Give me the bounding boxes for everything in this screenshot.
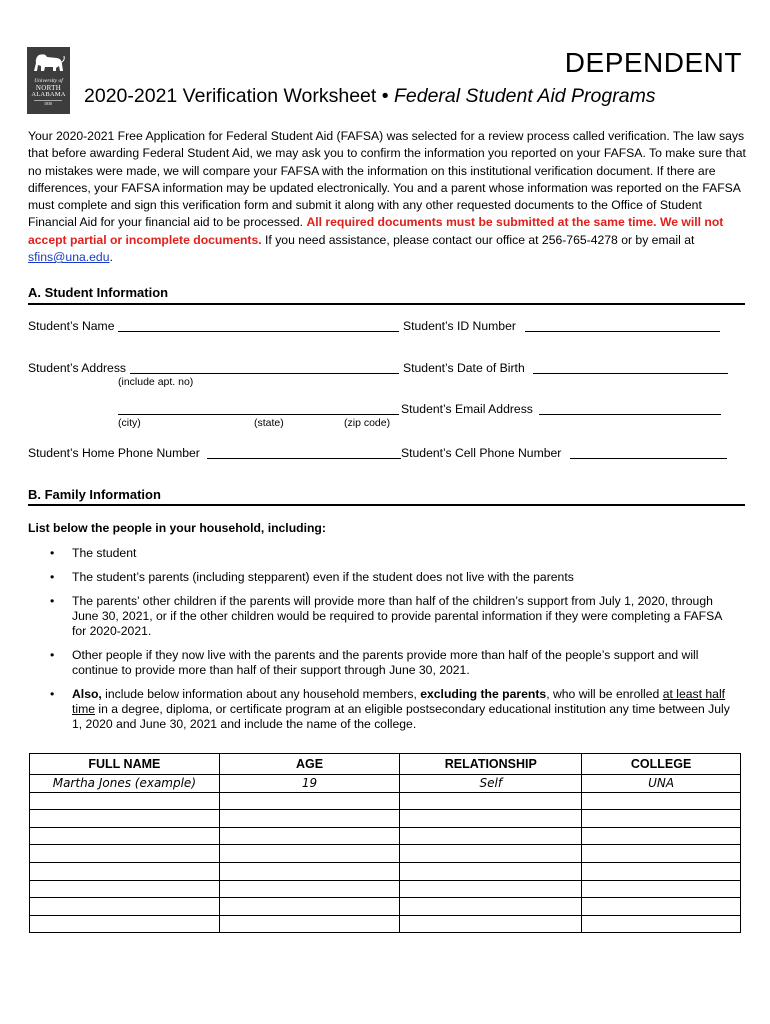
age-cell[interactable] bbox=[219, 827, 400, 845]
section-a-title: A. Student Information bbox=[28, 285, 169, 300]
logo-university-of: University of bbox=[34, 78, 63, 84]
student-id-label: Student’s ID Number bbox=[403, 319, 516, 333]
bullet-also-text3: in a degree, diploma, or certificate program at an eligible postsecondary educational institution any time between July 1, 2020 and June 30, 2021 and include the name of the college. bbox=[72, 702, 730, 731]
bullet-also: Also, bbox=[72, 687, 102, 701]
college-cell[interactable] bbox=[582, 827, 741, 845]
col-age: AGE bbox=[219, 754, 400, 775]
age-cell[interactable] bbox=[219, 862, 400, 880]
relationship-cell[interactable] bbox=[400, 845, 582, 863]
list-item: • The parents’ other children if the parents will provide more than half of the children’s support from July 1, 2020, through June 30, 2021, or if the other children would be required to provide parental information if they were completing a FAFSA for 2020-2021. bbox=[50, 594, 722, 638]
college-cell[interactable] bbox=[582, 898, 741, 916]
table-row[interactable] bbox=[30, 792, 741, 810]
example-name: Martha Jones (example) bbox=[30, 775, 220, 793]
bullet-half-time: at least half time bbox=[72, 687, 726, 716]
bullet-also-text2: , who will be enrolled bbox=[546, 687, 663, 701]
bullet-excluding: excluding the parents bbox=[420, 687, 547, 701]
name-cell[interactable] bbox=[30, 898, 220, 916]
bullet-parents: The student’s parents (including stepparent) even if the student does not live with the parents bbox=[72, 570, 574, 584]
dependent-heading: DEPENDENT bbox=[564, 47, 742, 78]
name-cell[interactable] bbox=[30, 915, 220, 933]
table-row[interactable] bbox=[30, 827, 741, 845]
bullet-other-people: Other people if they now live with the parents and the parents provide more than half of the people’s support and will continue to provide more than half of their support through June 30, 2021. bbox=[72, 648, 699, 677]
table-row[interactable] bbox=[30, 880, 741, 898]
table-row[interactable] bbox=[30, 845, 741, 863]
household-list bbox=[28, 546, 738, 741]
college-cell[interactable] bbox=[582, 845, 741, 863]
name-cell[interactable] bbox=[30, 827, 220, 845]
age-cell[interactable] bbox=[219, 898, 400, 916]
relationship-cell[interactable] bbox=[400, 827, 582, 845]
table-row[interactable] bbox=[30, 915, 741, 933]
bullet-other-children: The parents’ other children if the parents will provide more than half of the children’s support from July 1, 2020, through June 30, 2021, or if the other children would be required to provide parental information if they were completing a FAFSA for 2020-2021. bbox=[72, 594, 722, 638]
table-row[interactable] bbox=[30, 862, 741, 880]
student-name-field[interactable] bbox=[118, 319, 399, 332]
page-title bbox=[84, 85, 656, 108]
relationship-cell[interactable] bbox=[400, 862, 582, 880]
student-address-field[interactable] bbox=[130, 361, 399, 374]
intro-text: Your 2020-2021 Free Application for Federal Student Aid (FAFSA) was selected for a review process called verification. The law says that before awarding Federal Student Aid, we may ask you to confirm the information you reported on your FAFSA. To make sure that no mistakes were made, we will compare your FAFSA with the information on this institutional verification document. If there are differences, your FAFSA information may be updated electronically. You and a parent whose information was reported on the FAFSA must complete and sign this verification form and submit it along with any other requested documents to the Office of Student Financial Aid for your financial aid to be processed. bbox=[28, 129, 746, 230]
section-b-title: B. Family Information bbox=[28, 487, 161, 502]
student-id-field[interactable] bbox=[525, 319, 720, 332]
list-item: • The student’s parents (including stepparent) even if the student does not live with the parents bbox=[50, 570, 574, 584]
bullet-also-text1: include below information about any household members, bbox=[101, 687, 421, 701]
logo-established: 1830 bbox=[34, 100, 62, 106]
list-item: • Also, include below information about any household members, excluding the parents, who will be enrolled at least half time in a degree, diploma, or certificate program at an eligible postsecondary educational institution any time between July 1, 2020 and June 30, 2021 and include the name of the college. bbox=[50, 687, 730, 731]
example-relationship: Self bbox=[400, 775, 582, 793]
name-cell[interactable] bbox=[30, 862, 220, 880]
relationship-cell[interactable] bbox=[400, 898, 582, 916]
state-hint: (state) bbox=[254, 417, 284, 429]
section-b-rule bbox=[28, 504, 745, 506]
logo-alabama: ALABAMA bbox=[31, 90, 66, 98]
list-item: • Other people if they now live with the parents and the parents provide more than half of the people’s support and will continue to provide more than half of their support through June 30, 2021. bbox=[50, 648, 699, 677]
col-relationship: RELATIONSHIP bbox=[400, 754, 582, 775]
student-dob-field[interactable] bbox=[533, 361, 728, 374]
intro-contact: If you need assistance, please contact our office at 256-765-4278 or by email at bbox=[261, 232, 695, 247]
home-phone-label: Student’s Home Phone Number bbox=[28, 446, 200, 460]
title-main: 2020-2021 Verification Worksheet • bbox=[84, 85, 394, 107]
col-college: COLLEGE bbox=[582, 754, 741, 775]
household-table bbox=[29, 753, 741, 933]
name-cell[interactable] bbox=[30, 880, 220, 898]
example-age: 19 bbox=[219, 775, 400, 793]
age-cell[interactable] bbox=[219, 880, 400, 898]
age-cell[interactable] bbox=[219, 845, 400, 863]
logo-north: NORTH bbox=[35, 83, 62, 92]
intro-paragraph bbox=[28, 128, 748, 266]
household-list-heading: List below the people in your household, including: bbox=[28, 521, 326, 535]
student-email-label: Student’s Email Address bbox=[401, 402, 533, 416]
home-phone-field[interactable] bbox=[207, 446, 401, 459]
name-cell[interactable] bbox=[30, 792, 220, 810]
student-name-label: Student’s Name bbox=[28, 319, 115, 333]
student-dob-label: Student’s Date of Birth bbox=[403, 361, 525, 375]
title-italic: Federal Student Aid Programs bbox=[393, 85, 656, 107]
city-state-zip-field[interactable] bbox=[118, 402, 399, 415]
apt-hint: (include apt. no) bbox=[118, 376, 194, 388]
logo-text bbox=[27, 79, 70, 106]
zip-hint: (zip code) bbox=[344, 417, 391, 429]
college-cell[interactable] bbox=[582, 862, 741, 880]
cell-phone-label: Student’s Cell Phone Number bbox=[401, 446, 562, 460]
student-email-field[interactable] bbox=[539, 402, 721, 415]
name-cell[interactable] bbox=[30, 810, 220, 828]
college-cell[interactable] bbox=[582, 880, 741, 898]
age-cell[interactable] bbox=[219, 810, 400, 828]
bullet-student: The student bbox=[72, 546, 137, 560]
table-row[interactable] bbox=[30, 810, 741, 828]
relationship-cell[interactable] bbox=[400, 880, 582, 898]
table-row[interactable] bbox=[30, 898, 741, 916]
city-hint: (city) bbox=[118, 417, 141, 429]
example-college: UNA bbox=[582, 775, 741, 793]
relationship-cell[interactable] bbox=[400, 915, 582, 933]
lion-icon bbox=[31, 51, 66, 75]
college-cell[interactable] bbox=[582, 792, 741, 810]
age-cell[interactable] bbox=[219, 915, 400, 933]
relationship-cell[interactable] bbox=[400, 792, 582, 810]
age-cell[interactable] bbox=[219, 792, 400, 810]
section-a-rule bbox=[28, 303, 745, 305]
table-header-row bbox=[30, 754, 741, 775]
table-row-example bbox=[30, 775, 741, 793]
relationship-cell[interactable] bbox=[400, 810, 582, 828]
cell-phone-field[interactable] bbox=[570, 446, 727, 459]
col-full-name: FULL NAME bbox=[30, 754, 220, 775]
name-cell[interactable] bbox=[30, 845, 220, 863]
intro-end: . bbox=[109, 250, 113, 265]
email-link[interactable]: sfins@una.edu bbox=[28, 250, 110, 265]
list-item: • The student bbox=[50, 546, 137, 560]
intro-warning: All required documents must be submitted at the same time. We will not accept partial or incomplete documents. bbox=[28, 215, 724, 247]
college-cell[interactable] bbox=[582, 810, 741, 828]
university-logo bbox=[27, 47, 70, 114]
college-cell[interactable] bbox=[582, 915, 741, 933]
student-address-label: Student’s Address bbox=[28, 361, 127, 375]
